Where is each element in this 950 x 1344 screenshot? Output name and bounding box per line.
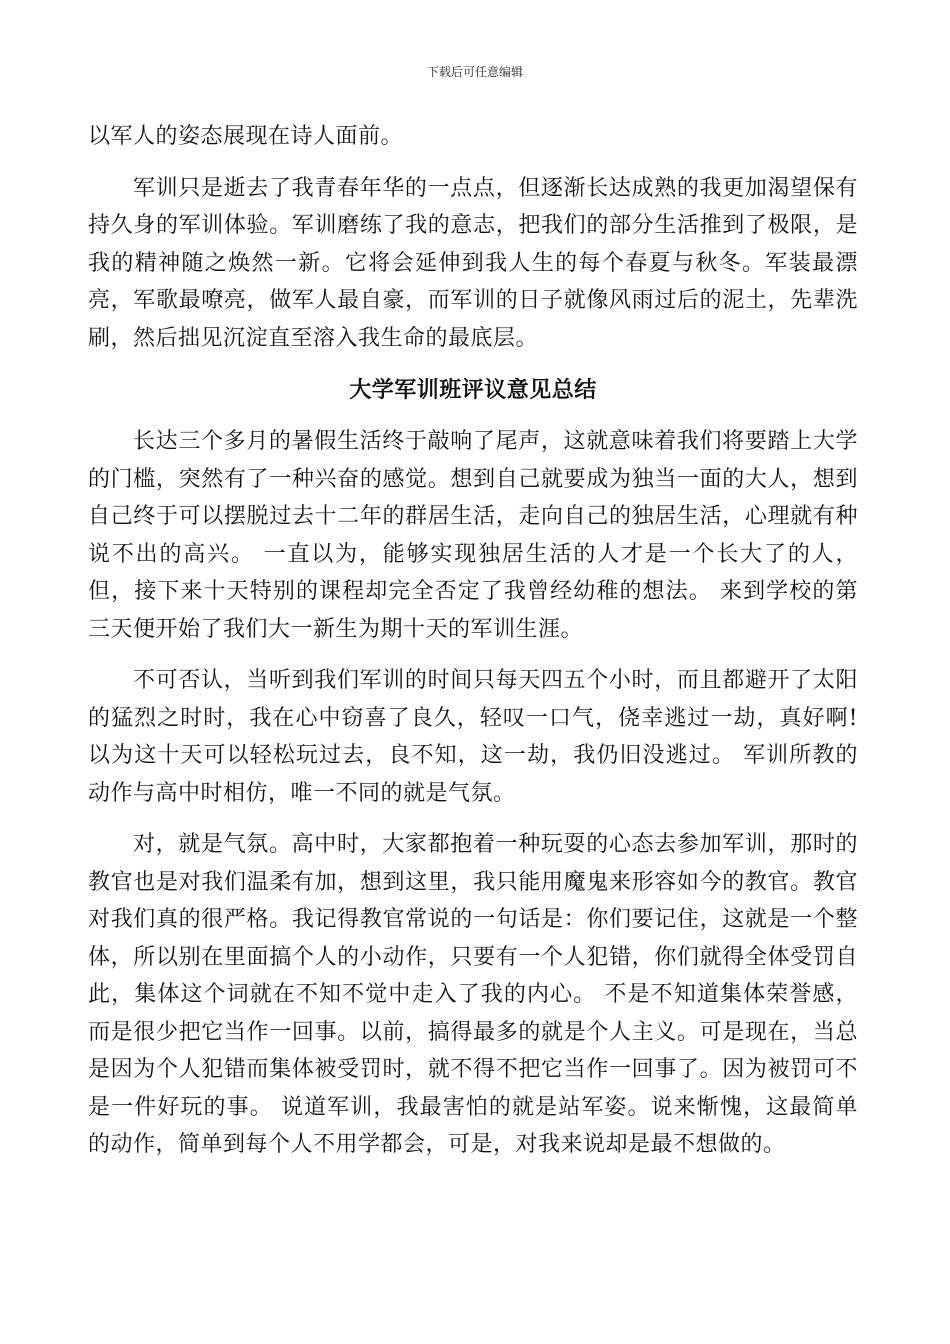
intro-line: 以军人的姿态展现在诗人面前。	[88, 124, 404, 149]
document-body	[88, 118, 858, 1164]
paragraph-4: 对，就是气氛。高中时，大家都抱着一种玩耍的心态去参加军训，那时的教官也是对我们温柔有加，想到这里，我只能用魔鬼来形容如今的教官。教官对我们真的很严格。我记得教官常说的一句话是：你们要记住，这就是一个整体，所以别在里面搞个人的小动作，只要有一个人犯错，你们就得全体受罚自此，集体这个词就在不知不觉中走入了我的内心。 不是不知道集体荣誉感，而是很少把它当作一回事。以前，搞得最多的就是个人主义。可是现在，当总是因为个人犯错而集体被受罚时，就不得不把它当作一回事了。因为被罚可不是一件好玩的事。 说道军训，我最害怕的就是站军姿。说来惭愧，这最简单的动作，简单到每个人不用学都会，可是，对我来说却是最不想做的。	[88, 832, 858, 1157]
paragraph-3: 不可否认，当听到我们军训的时间只每天四五个小时，而且都避开了太阳的猛烈之时时，我在心中窃喜了良久，轻叹一口气，侥幸逃过一劫，真好啊!以为这十天可以轻松玩过去，良不知，这一劫，我仍旧没逃过。 军训所教的动作与高中时相仿，唯一不同的就是气氛。	[88, 668, 858, 806]
paragraph-2: 长达三个多月的暑假生活终于敲响了尾声，这就意味着我们将要踏上大学的门槛，突然有了一种兴奋的感觉。想到自己就要成为独当一面的大人，想到自己终于可以摆脱过去十二年的群居生活，走向自己的独居生活，心理就有种说不出的高兴。 一直以为，能够实现独居生活的人才是一个长大了的人，但，接下来十天特别的课程却完全否定了我曾经幼稚的想法。 来到学校的第三天便开始了我们大一新生为期十天的军训生涯。	[88, 429, 858, 642]
section-title: 大学军训班评议意见总结	[349, 377, 597, 403]
page-header-note: 下载后可任意编辑	[426, 65, 523, 79]
paragraph-1: 军训只是逝去了我青春年华的一点点，但逐渐长达成熟的我更加渴望保有持久身的军训体验。军训磨练了我的意志，把我们的部分生活推到了极限，是我的精神随之焕然一新。它将会延伸到我人生的每个春夏与秋冬。军装最漂亮，军歌最嘹亮，做军人最自豪，而军训的日子就像风雨过后的泥土，先辈洗刷，然后拙见沉淀直至溶入我生命的最底层。	[88, 175, 858, 351]
